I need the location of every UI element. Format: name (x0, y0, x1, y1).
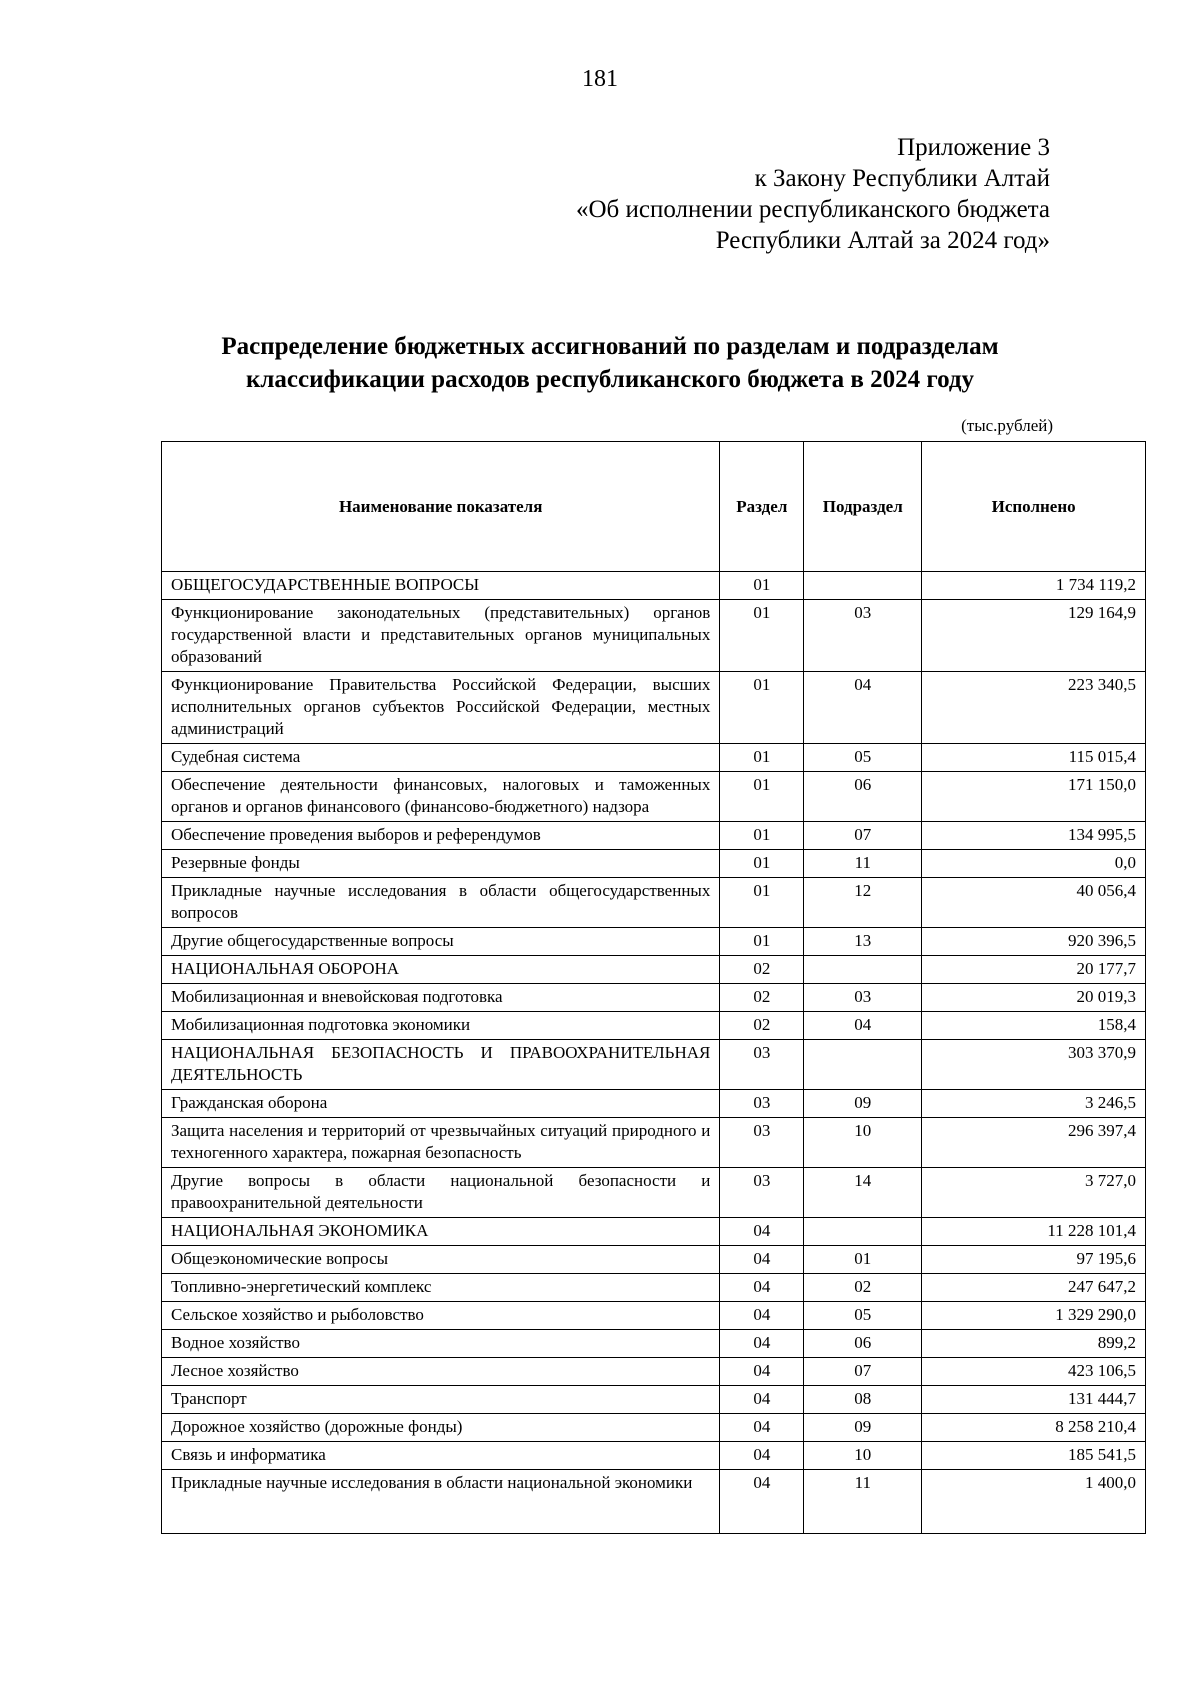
row-name: Другие вопросы в области национальной безопасности и правоохранительной деятельности (162, 1168, 720, 1218)
table-row (162, 744, 1146, 772)
row-name: Сельское хозяйство и рыболовство (162, 1302, 720, 1330)
table-row (162, 672, 1146, 744)
row-name: Транспорт (162, 1386, 720, 1414)
row-name: Водное хозяйство (162, 1330, 720, 1358)
budget-allocation-table (161, 441, 1146, 1534)
row-subsection (804, 1040, 922, 1090)
row-executed: 171 150,0 (922, 772, 1146, 822)
appendix-line-4: Республики Алтай за 2024 год» (715, 227, 1050, 254)
row-section: 01 (720, 744, 804, 772)
row-subsection: 04 (804, 672, 922, 744)
row-name: НАЦИОНАЛЬНАЯ ОБОРОНА (162, 956, 720, 984)
row-name: Мобилизационная подготовка экономики (162, 1012, 720, 1040)
table-row (162, 1414, 1146, 1442)
table-row (162, 1012, 1146, 1040)
row-subsection: 10 (804, 1442, 922, 1470)
row-executed: 115 015,4 (922, 744, 1146, 772)
row-name: Лесное хозяйство (162, 1358, 720, 1386)
row-section: 03 (720, 1040, 804, 1090)
row-name: Общеэкономические вопросы (162, 1246, 720, 1274)
row-name: Топливно-энергетический комплекс (162, 1274, 720, 1302)
table-row (162, 1168, 1146, 1218)
header-subsection: Подраздел (804, 442, 922, 572)
row-section: 01 (720, 772, 804, 822)
table-row (162, 1330, 1146, 1358)
row-subsection: 03 (804, 600, 922, 672)
row-section: 04 (720, 1442, 804, 1470)
table-row (162, 1302, 1146, 1330)
row-section: 04 (720, 1274, 804, 1302)
row-subsection: 07 (804, 822, 922, 850)
table-header-row (162, 442, 1146, 572)
row-executed: 247 647,2 (922, 1274, 1146, 1302)
row-subsection: 01 (804, 1246, 922, 1274)
row-subsection: 08 (804, 1386, 922, 1414)
row-name: Судебная система (162, 744, 720, 772)
row-section: 04 (720, 1246, 804, 1274)
row-executed: 920 396,5 (922, 928, 1146, 956)
header-name: Наименование показателя (162, 442, 720, 572)
row-subsection: 04 (804, 1012, 922, 1040)
row-subsection: 10 (804, 1118, 922, 1168)
row-executed: 20 019,3 (922, 984, 1146, 1012)
row-section: 01 (720, 928, 804, 956)
row-name: НАЦИОНАЛЬНАЯ БЕЗОПАСНОСТЬ И ПРАВООХРАНИТЕЛЬНАЯ ДЕЯТЕЛЬНОСТЬ (162, 1040, 720, 1090)
row-executed: 8 258 210,4 (922, 1414, 1146, 1442)
table-row (162, 956, 1146, 984)
row-subsection: 05 (804, 1302, 922, 1330)
table-row (162, 822, 1146, 850)
row-section: 01 (720, 850, 804, 878)
row-executed: 185 541,5 (922, 1442, 1146, 1470)
row-name: Связь и информатика (162, 1442, 720, 1470)
appendix-line-3: «Об исполнении республиканского бюджета (575, 196, 1050, 223)
row-executed: 11 228 101,4 (922, 1218, 1146, 1246)
table-row (162, 1274, 1146, 1302)
table-body (162, 572, 1146, 1534)
row-executed: 3 246,5 (922, 1090, 1146, 1118)
row-section: 01 (720, 878, 804, 928)
row-section: 03 (720, 1118, 804, 1168)
appendix-reference (576, 132, 1050, 256)
row-executed: 20 177,7 (922, 956, 1146, 984)
row-section: 02 (720, 1012, 804, 1040)
row-name: Прикладные научные исследования в области общегосударственных вопросов (162, 878, 720, 928)
row-subsection: 09 (804, 1414, 922, 1442)
row-executed: 3 727,0 (922, 1168, 1146, 1218)
row-section: 04 (720, 1218, 804, 1246)
table-row (162, 572, 1146, 600)
appendix-line-1: Приложение 3 (897, 134, 1050, 161)
row-executed: 1 734 119,2 (922, 572, 1146, 600)
header-section: Раздел (720, 442, 804, 572)
row-subsection: 12 (804, 878, 922, 928)
row-executed: 1 329 290,0 (922, 1302, 1146, 1330)
row-executed: 129 164,9 (922, 600, 1146, 672)
row-name: Мобилизационная и вневойсковая подготовка (162, 984, 720, 1012)
row-section: 01 (720, 600, 804, 672)
row-name: Функционирование Правительства Российской Федерации, высших исполнительных органов субъектов Российской Федерации, местных администраций (162, 672, 720, 744)
row-section: 04 (720, 1330, 804, 1358)
row-executed: 0,0 (922, 850, 1146, 878)
row-section: 04 (720, 1358, 804, 1386)
row-subsection: 09 (804, 1090, 922, 1118)
row-name: ОБЩЕГОСУДАРСТВЕННЫЕ ВОПРОСЫ (162, 572, 720, 600)
row-section: 01 (720, 822, 804, 850)
row-subsection (804, 1218, 922, 1246)
row-subsection: 07 (804, 1358, 922, 1386)
row-section: 04 (720, 1470, 804, 1534)
row-executed: 131 444,7 (922, 1386, 1146, 1414)
table-row (162, 1218, 1146, 1246)
row-section: 04 (720, 1302, 804, 1330)
row-subsection (804, 572, 922, 600)
row-subsection: 14 (804, 1168, 922, 1218)
page-number: 181 (582, 66, 618, 92)
row-executed: 97 195,6 (922, 1246, 1146, 1274)
table-row (162, 772, 1146, 822)
table-row (162, 1246, 1146, 1274)
row-subsection: 05 (804, 744, 922, 772)
row-subsection: 02 (804, 1274, 922, 1302)
table-row (162, 1358, 1146, 1386)
row-name: Гражданская оборона (162, 1090, 720, 1118)
row-executed: 899,2 (922, 1330, 1146, 1358)
table-row (162, 984, 1146, 1012)
row-subsection: 13 (804, 928, 922, 956)
row-name: Обеспечение деятельности финансовых, налоговых и таможенных органов и органов финансового (финансово-бюджетного) надзора (162, 772, 720, 822)
row-subsection: 03 (804, 984, 922, 1012)
row-name: Прикладные научные исследования в области национальной экономики (162, 1470, 720, 1534)
row-name: НАЦИОНАЛЬНАЯ ЭКОНОМИКА (162, 1218, 720, 1246)
row-executed: 223 340,5 (922, 672, 1146, 744)
units-label: (тыс.рублей) (961, 416, 1053, 435)
row-section: 04 (720, 1414, 804, 1442)
table-row (162, 1090, 1146, 1118)
row-name: Резервные фонды (162, 850, 720, 878)
table-row (162, 1118, 1146, 1168)
row-subsection: 06 (804, 1330, 922, 1358)
row-section: 04 (720, 1386, 804, 1414)
table-row (162, 1386, 1146, 1414)
table-row (162, 1470, 1146, 1534)
row-name: Обеспечение проведения выборов и референдумов (162, 822, 720, 850)
row-executed: 40 056,4 (922, 878, 1146, 928)
row-section: 03 (720, 1090, 804, 1118)
row-subsection: 11 (804, 1470, 922, 1534)
row-section: 01 (720, 572, 804, 600)
row-executed: 296 397,4 (922, 1118, 1146, 1168)
row-executed: 1 400,0 (922, 1470, 1146, 1534)
row-executed: 158,4 (922, 1012, 1146, 1040)
row-executed: 134 995,5 (922, 822, 1146, 850)
header-executed: Исполнено (922, 442, 1146, 572)
row-subsection: 06 (804, 772, 922, 822)
table-row (162, 878, 1146, 928)
table-row (162, 1442, 1146, 1470)
row-name: Другие общегосударственные вопросы (162, 928, 720, 956)
row-executed: 303 370,9 (922, 1040, 1146, 1090)
row-name: Функционирование законодательных (представительных) органов государственной власти и представительных органов муниципальных образований (162, 600, 720, 672)
table-row (162, 928, 1146, 956)
row-name: Дорожное хозяйство (дорожные фонды) (162, 1414, 720, 1442)
row-section: 01 (720, 672, 804, 744)
title-line-2: классификации расходов республиканского бюджета в 2024 году (245, 366, 975, 393)
row-section: 03 (720, 1168, 804, 1218)
table-row (162, 1040, 1146, 1090)
row-executed: 423 106,5 (922, 1358, 1146, 1386)
table-row (162, 600, 1146, 672)
row-subsection (804, 956, 922, 984)
title-line-1: Распределение бюджетных ассигнований по разделам и подразделам (221, 333, 999, 360)
row-section: 02 (720, 956, 804, 984)
row-section: 02 (720, 984, 804, 1012)
document-title (150, 330, 1070, 396)
appendix-line-2: к Закону Республики Алтай (754, 165, 1050, 192)
table-row (162, 850, 1146, 878)
row-subsection: 11 (804, 850, 922, 878)
row-name: Защита населения и территорий от чрезвычайных ситуаций природного и техногенного характера, пожарная безопасность (162, 1118, 720, 1168)
